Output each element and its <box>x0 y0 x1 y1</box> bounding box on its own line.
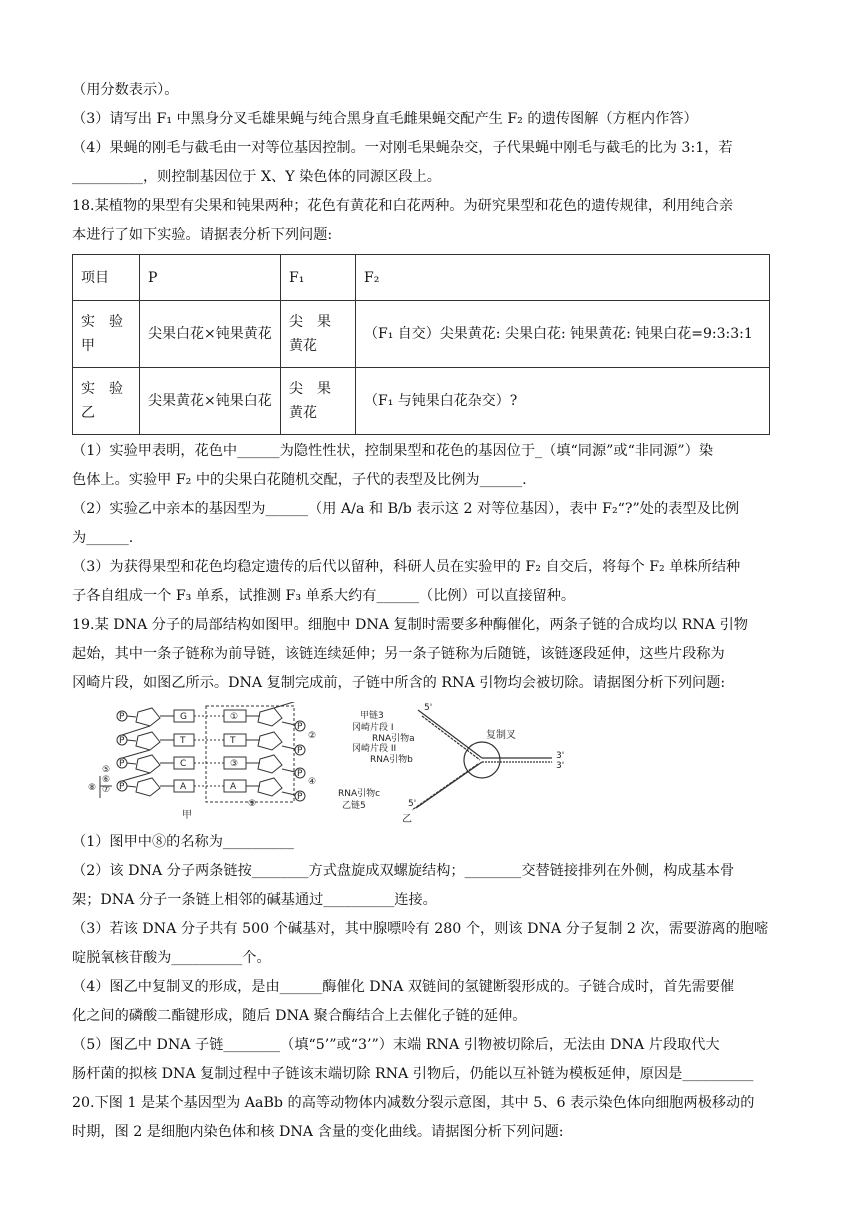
table-header-cell: F₁ <box>281 255 356 301</box>
base-label: T <box>230 736 236 746</box>
q19-question-4: （4）图乙中复制叉的形成，是由______酶催化 DNA 双链间的氢键断裂形成的。子链合成时，首先需要催 <box>72 979 735 995</box>
base-label: G <box>180 712 187 722</box>
dna-figures <box>72 702 792 824</box>
number-label: ⑥ <box>102 775 111 785</box>
fork-label-primer-b: RNA引物b <box>370 755 413 765</box>
text-line: （3）请写出 F₁ 中黑身分叉毛雄果蝇与纯合黑身直毛雌果蝇交配产生 F₂ 的遗传图解（方框内作答） <box>72 111 698 127</box>
base-label: A <box>180 782 187 792</box>
q18-question-1-cont: 色体上。实验甲 F₂ 中的尖果白花随机交配，子代的表型及比例为______. <box>72 472 527 488</box>
number-label: ⑦ <box>102 785 111 795</box>
text-line: （4）果蝇的刚毛与截毛由一对等位基因控制。一对刚毛果蝇杂交，子代果蝇中刚毛与截毛的比为 3:1，若 <box>72 140 733 156</box>
table-row <box>73 368 770 435</box>
q19-question-2-cont: 架；DNA 分子一条链上相邻的碱基通过__________连接。 <box>72 892 437 908</box>
figure-yi-labels <box>338 703 564 824</box>
q19-question-2: （2）该 DNA 分子两条链按________方式盘旋成双螺旋结构；________交替链接排列在外侧，构成基本骨 <box>72 863 735 879</box>
phosphate-label: P <box>297 769 303 779</box>
table-cell: 尖 果 黄花 <box>281 301 356 368</box>
number-label: ④ <box>308 777 317 787</box>
q18-stem: 18.某植物的果型有尖果和钝果两种；花色有黄花和白花两种。为研究果型和花色的遗传规律，利用纯合亲 <box>72 198 734 214</box>
phosphate-label: P <box>119 736 125 746</box>
q18-question-2-cont: 为______. <box>72 530 134 546</box>
q18-question-3-cont: 子各自组成一个 F₃ 单系，试推测 F₃ 单系大约有______（比例）可以直接留种。 <box>72 588 576 604</box>
fork-label-chain-a: 甲链3 <box>360 711 384 721</box>
fork-label-primer-a: RNA引物a <box>372 734 415 744</box>
phosphate-label: P <box>119 782 125 792</box>
figure-label: 甲 <box>182 810 192 821</box>
text-line: __________，则控制基因位于 X、Y 染色体的同源区段上。 <box>72 169 441 185</box>
experiment-table <box>72 254 770 435</box>
number-label: ⑤ <box>102 765 111 775</box>
q20-stem: 20.下图 1 是某个基因型为 AaBb 的高等动物体内减数分裂示意图，其中 5、6 表示染色体向细胞两极移动的 <box>72 1095 755 1111</box>
text-line: （用分数表示）。 <box>72 82 179 98</box>
phosphate-label: P <box>119 712 125 722</box>
q19-stem: 起始，其中一条子链称为前导链，该链连续延伸；另一条子链称为后随链，该链逐段延伸，这些片段称为 <box>72 646 725 662</box>
phosphate-label: P <box>297 722 303 732</box>
base-label: C <box>180 759 187 769</box>
fork-label-okazaki2: 冈崎片段 II <box>352 744 397 754</box>
number-label: ⑧ <box>88 783 97 793</box>
figure-jia-dna-structure <box>78 702 328 824</box>
fork-label-prime: 5' <box>408 799 417 809</box>
base-label: T <box>180 736 186 746</box>
base-label: A <box>230 782 237 792</box>
phosphate-label: P <box>297 792 303 802</box>
q19-question-1: （1）图甲中⑧的名称为__________ <box>72 834 294 850</box>
phosphate-label: P <box>119 759 125 769</box>
figure-jia-labels <box>88 712 316 821</box>
fork-label-prime: 5' <box>424 703 433 713</box>
number-label: ② <box>308 731 317 741</box>
base-label: ① <box>230 712 239 722</box>
q18-question-3: （3）为获得果型和花色均稳定遗传的后代以留种，科研人员在实验甲的 F₂ 自交后，将每个 F₂ 单株所结种 <box>72 559 741 575</box>
document-page <box>72 80 792 1151</box>
q19-stem: 19.某 DNA 分子的局部结构如图甲。细胞中 DNA 复制时需要多种酶催化，两条子链的合成均以 RNA 引物 <box>72 617 748 633</box>
q19-question-4-cont: 化之间的磷酸二酯键形成，随后 DNA 聚合酶结合上去催化子链的延伸。 <box>72 1008 527 1024</box>
q19-stem: 冈崎片段，如图乙所示。DNA 复制完成前，子链中所含的 RNA 引物均会被切除。请据图分析下列问题: <box>72 675 726 691</box>
table-cell: 尖果黄花×钝果白花 <box>140 368 281 435</box>
q19-question-5: （5）图乙中 DNA 子链________（填“5’”或“3’”）末端 RNA 引物被切除后，无法由 DNA 片段取代大 <box>72 1037 720 1053</box>
phosphate-label: P <box>297 746 303 756</box>
q18-question-1: （1）实验甲表明，花色中______为隐性性状，控制果型和花色的基因位于_（填“同源”或“非同源”）染 <box>72 443 714 459</box>
table-cell: 尖果白花×钝果黄花 <box>140 301 281 368</box>
q19-question-3: （3）若该 DNA 分子共有 500 个碱基对，其中腺嘌呤有 280 个，则该 DNA 分子复制 2 次，需要游离的胞嘧 <box>72 921 769 937</box>
figure-label: 乙 <box>402 814 412 824</box>
table-header-cell: P <box>140 255 281 301</box>
table-cell: 实 验乙 <box>73 368 140 435</box>
q18-stem: 本进行了如下实验。请据表分析下列问题: <box>72 227 333 243</box>
fork-label-prime: 3' <box>556 751 565 761</box>
number-label: ⑨ <box>248 799 257 809</box>
fork-label-primer-c: RNA引物c <box>338 789 381 799</box>
table-header-cell: 项目 <box>73 255 140 301</box>
table-header-row <box>73 255 770 301</box>
table-header-cell: F₂ <box>356 255 770 301</box>
base-label: ③ <box>230 759 239 769</box>
fork-label-okazaki1: 冈崎片段 I <box>352 723 394 733</box>
q20-stem: 时期，图 2 是细胞内染色体和核 DNA 含量的变化曲线。请据图分析下列问题: <box>72 1124 564 1140</box>
table-cell: 尖 果 黄花 <box>281 368 356 435</box>
q18-question-2: （2）实验乙中亲本的基因型为______（用 A/a 和 B/b 表示这 2 对等位基因），表中 F₂“?”处的表型及比例 <box>72 501 740 517</box>
table-cell: （F₁ 与钝果白花杂交）? <box>356 368 770 435</box>
q19-question-3-cont: 啶脱氧核苷酸为__________个。 <box>72 950 271 966</box>
fork-label-prime: 3' <box>556 761 565 771</box>
figure-yi-replication-fork <box>330 702 580 824</box>
table-cell: （F₁ 自交）尖果黄花: 尖果白花: 钝果黄花: 钝果白花=9:3:3:1 <box>356 301 770 368</box>
q19-question-5-cont: 肠杆菌的拟核 DNA 复制过程中子链该末端切除 RNA 引物后，仍能以互补链为模板延伸，原因是__________ <box>72 1066 754 1082</box>
table-row <box>73 301 770 368</box>
table-cell: 实 验甲 <box>73 301 140 368</box>
fork-label-chain-b: 乙链5 <box>342 801 366 811</box>
fork-label-fork: 复制叉 <box>486 730 516 741</box>
left-backbone <box>100 702 305 801</box>
